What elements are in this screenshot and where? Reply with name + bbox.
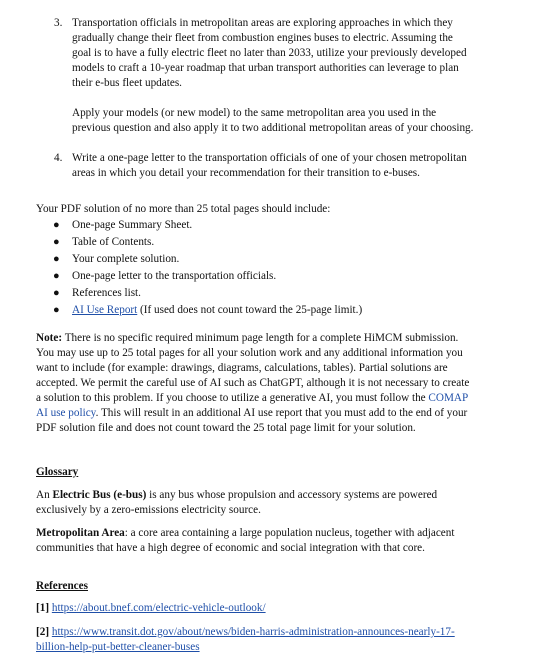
task-4-number: 4. [54,152,63,164]
task-4-text [72,151,512,181]
task-3-apply-line: previous question and also apply it to two additional metropolitan areas of your choosing. [72,122,474,134]
glossary-term: Electric Bus (e-bus) [52,489,147,501]
list-item [36,251,516,268]
task-3-number: 3. [54,17,63,29]
task-3-line: models to craft a 10-year roadmap that urban transport authorities can leverage to plan [72,62,459,74]
list-item [36,217,516,234]
note-line: accepted. We permit the careful use of AI such as ChatGPT, although it is not necessary to create [36,377,470,389]
pdf-requirements-intro: Your PDF solution of no more than 25 total pages should include: [36,203,331,215]
glossary-text: An [36,489,53,501]
note-line [36,391,506,406]
list-item-text: Table of Contents. [72,236,155,248]
note-line: You may use up to 25 total pages for all your solution work and any additional information you [36,347,463,359]
task-3-apply-line: Apply your models (or new model) to the same metropolitan area you used in the [72,107,437,119]
ai-use-report-note: (If used does not count toward the 25-page limit.) [137,304,363,316]
pdf-requirements-list [36,217,516,319]
glossary-text: : a core area containing a large population nucleus, together with adjacent [124,527,455,539]
reference-item [36,601,516,616]
comap-link[interactable]: COMAP [428,392,469,404]
list-item-text: Your complete solution. [72,253,180,265]
reference-link[interactable]: https://www.transit.dot.gov/about/news/biden-harris-administration-announces-nearly-17- [51,626,455,638]
bullet-icon: ● [53,287,60,299]
bullet-icon: ● [53,304,60,316]
bullet-icon: ● [53,253,60,265]
task-4-line: Write a one-page letter to the transportation officials of one of your chosen metropolitan [72,152,467,164]
task-3-line: Transportation officials in metropolitan areas are exploring approaches in which they [72,17,453,29]
task-3-line: their e-bus fleet updates. [72,77,182,89]
note-text: a solution to this problem. If you choose to utilize a generative AI, you must follow the [36,392,429,404]
ai-use-policy-link[interactable]: AI use policy [36,407,96,419]
glossary-metropolitan-area [36,526,506,556]
bullet-icon: ● [53,270,60,282]
glossary-term: Metropolitan Area [36,527,125,539]
list-item-text: One-page Summary Sheet. [72,219,193,231]
reference-link[interactable]: https://about.bnef.com/electric-vehicle-outlook/ [51,602,266,614]
list-item-text: One-page letter to the transportation officials. [72,270,277,282]
note-text: . This will result in an additional AI use report that you must add to the end of your [95,407,468,419]
reference-tag: [1] [36,602,50,614]
reference-tag: [2] [36,626,50,638]
glossary-heading: Glossary [36,466,79,478]
list-item [36,234,516,251]
list-item [36,302,516,319]
task-3-text [72,16,512,91]
note-line: PDF solution file and does not count toward the 25 total page limit for your solution. [36,422,416,434]
glossary-line [36,526,506,541]
note-text: There is no specific required minimum page length for a complete HiMCM submission. [62,332,459,344]
task-3-apply-paragraph [72,106,512,136]
references-heading: References [36,580,88,592]
glossary-line: exclusively by a zero-emissions electricity source. [36,504,261,516]
note-line [36,331,506,346]
task-3-line: gradually change their fleet from combustion engines buses to electric. Assuming the [72,32,453,44]
glossary-electric-bus [36,488,506,518]
glossary-line [36,488,506,503]
reference-item [36,625,506,655]
task-3-line: goal is to have a fully electric fleet no later than 2033, utilize your previously developed [72,47,467,59]
glossary-line: communities that have a high degree of economic and social integration with that core. [36,542,425,554]
task-4-line: areas in which you detail your recommendation for their transition to e-buses. [72,167,420,179]
note-label: Note: [36,332,63,344]
bullet-icon: ● [53,219,60,231]
reference-line [36,625,506,640]
note-line [36,406,506,421]
reference-link-continued[interactable]: billion-help-put-better-cleaner-buses [36,641,200,653]
list-item [36,285,516,302]
glossary-text: is any bus whose propulsion and accessory systems are powered [146,489,438,501]
note-line: want to include (for example: drawings, diagrams, calculations, tables). Partial solutions are [36,362,448,374]
reference-line [36,640,506,655]
list-item [36,268,516,285]
list-item-text: References list. [72,287,141,299]
ai-use-report-link[interactable]: AI Use Report [72,304,138,316]
note-paragraph [36,331,506,436]
bullet-icon: ● [53,236,60,248]
